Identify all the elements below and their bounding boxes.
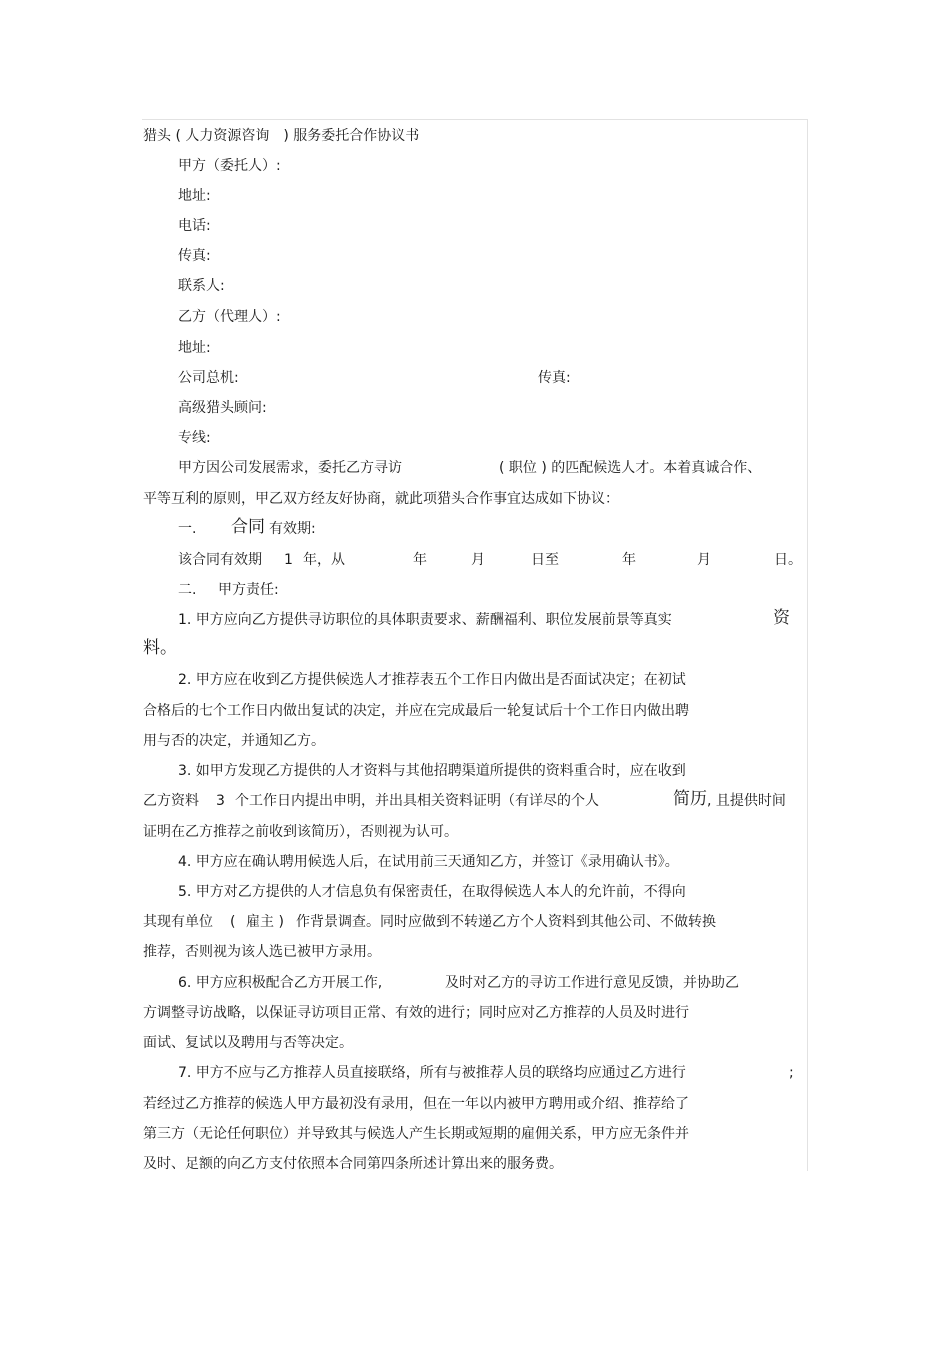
page-frame-right: [807, 119, 808, 1171]
item-3-line-2d: 简历: [673, 789, 707, 809]
item-5-line-2b: (: [230, 914, 236, 930]
item-5-line-2c: 雇主 ): [246, 914, 284, 930]
item-7-line-1b: ;: [789, 1065, 794, 1081]
item-3-line-2b: 3: [216, 793, 225, 809]
item-5-line-3: 推荐，否则视为该人选已被甲方录用。: [143, 944, 381, 960]
intro-line-1b: ( 职位 ) 的匹配候选人才。本着真诚合作、: [499, 460, 762, 476]
item-4-line-1: 4. 甲方应在确认聘用候选人后，在试用前三天通知乙方，并签订《录用确认书》。: [178, 854, 679, 870]
section-1-number: 一.: [178, 521, 197, 537]
term-years: 1: [284, 552, 293, 568]
term-year-1: 年: [413, 552, 427, 568]
item-6-line-1a: 6. 甲方应积极配合乙方开展工作,: [178, 975, 383, 991]
party-b-address: 地址:: [178, 340, 211, 356]
item-6-line-2: 方调整寻访战略，以保证寻访项目正常、有效的进行；同时应对乙方推荐的人员及时进行: [143, 1005, 689, 1021]
party-b-fax: 传真:: [538, 370, 571, 386]
party-a-phone: 电话:: [178, 218, 211, 234]
item-6-line-1b: 及时对乙方的寻访工作进行意见反馈，并协助乙: [445, 975, 739, 991]
party-a-contact: 联系人:: [178, 278, 225, 294]
item-1-line-1: 1. 甲方应向乙方提供寻访职位的具体职责要求、薪酬福利、职位发展前景等真实: [178, 612, 672, 628]
item-1-line-2: 料。: [143, 638, 177, 658]
section-2-title: 甲方责任:: [218, 582, 279, 598]
party-b-direct-line: 专线:: [178, 430, 211, 446]
section-1-title-b: 有效期:: [269, 521, 316, 537]
party-b-label: 乙方（代理人）:: [178, 309, 281, 325]
item-3-line-1: 3. 如甲方发现乙方提供的人才资料与其他招聘渠道所提供的资料重合时，应在收到: [178, 763, 686, 779]
term-day-end: 日。: [774, 552, 802, 568]
item-7-line-4: 及时、足额的向乙方支付依照本合同第四条所述计算出来的服务费。: [143, 1156, 563, 1172]
term-text-from: 年，从: [303, 552, 345, 568]
term-day-to: 日至: [531, 552, 559, 568]
item-3-line-3: 证明在乙方推荐之前收到该简历），否则视为认可。: [143, 824, 458, 840]
section-1-title-a: 合同: [231, 517, 265, 537]
item-3-line-2a: 乙方资料: [143, 793, 199, 809]
party-a-address: 地址:: [178, 188, 211, 204]
page-frame-top: [142, 119, 808, 120]
item-7-line-1a: 7. 甲方不应与乙方推荐人员直接联络，所有与被推荐人员的联络均应通过乙方进行: [178, 1065, 686, 1081]
item-2-line-3: 用与否的决定，并通知乙方。: [143, 733, 325, 749]
term-month-2: 月: [697, 552, 711, 568]
term-year-2: 年: [622, 552, 636, 568]
party-b-consultant: 高级猎头顾问:: [178, 400, 267, 416]
party-a-label: 甲方（委托人）:: [178, 158, 281, 174]
intro-line-2: 平等互利的原则，甲乙双方经友好协商，就此项猎头合作事宜达成如下协议：: [143, 491, 619, 507]
party-b-switchboard: 公司总机:: [178, 370, 239, 386]
item-7-line-2: 若经过乙方推荐的候选人甲方最初没有录用，但在一年以内被甲方聘用或介绍、推荐给了: [143, 1096, 689, 1112]
item-7-line-3: 第三方（无论任何职位）并导致其与候选人产生长期或短期的雇佣关系，甲方应无条件并: [143, 1126, 689, 1142]
item-5-line-1: 5. 甲方对乙方提供的人才信息负有保密责任，在取得候选人本人的允许前，不得向: [178, 884, 686, 900]
item-1-line-1-end: 资: [773, 608, 790, 628]
item-2-line-2: 合格后的七个工作日内做出复试的决定，并应在完成最后一轮复试后十个工作日内做出聘: [143, 703, 689, 719]
term-month-1: 月: [471, 552, 485, 568]
party-a-fax: 传真:: [178, 248, 211, 264]
item-3-line-2c: 个工作日内提出申明，并出具相关资料证明（有详尽的个人: [235, 793, 599, 809]
item-5-line-2a: 其现有单位: [143, 914, 213, 930]
section-2-number: 二.: [178, 582, 197, 598]
item-2-line-1: 2. 甲方应在收到乙方提供候选人才推荐表五个工作日内做出是否面试决定；在初试: [178, 672, 686, 688]
term-text-a: 该合同有效期: [178, 552, 262, 568]
item-5-line-2d: 作背景调查。同时应做到不转递乙方个人资料到其他公司、不做转换: [296, 914, 716, 930]
document-title: 猎头 ( 人力资源咨询 ) 服务委托合作协议书: [143, 128, 420, 144]
intro-line-1a: 甲方因公司发展需求，委托乙方寻访: [178, 460, 402, 476]
item-6-line-3: 面试、复试以及聘用与否等决定。: [143, 1035, 353, 1051]
item-3-line-2e: , 且提供时间: [707, 793, 786, 809]
